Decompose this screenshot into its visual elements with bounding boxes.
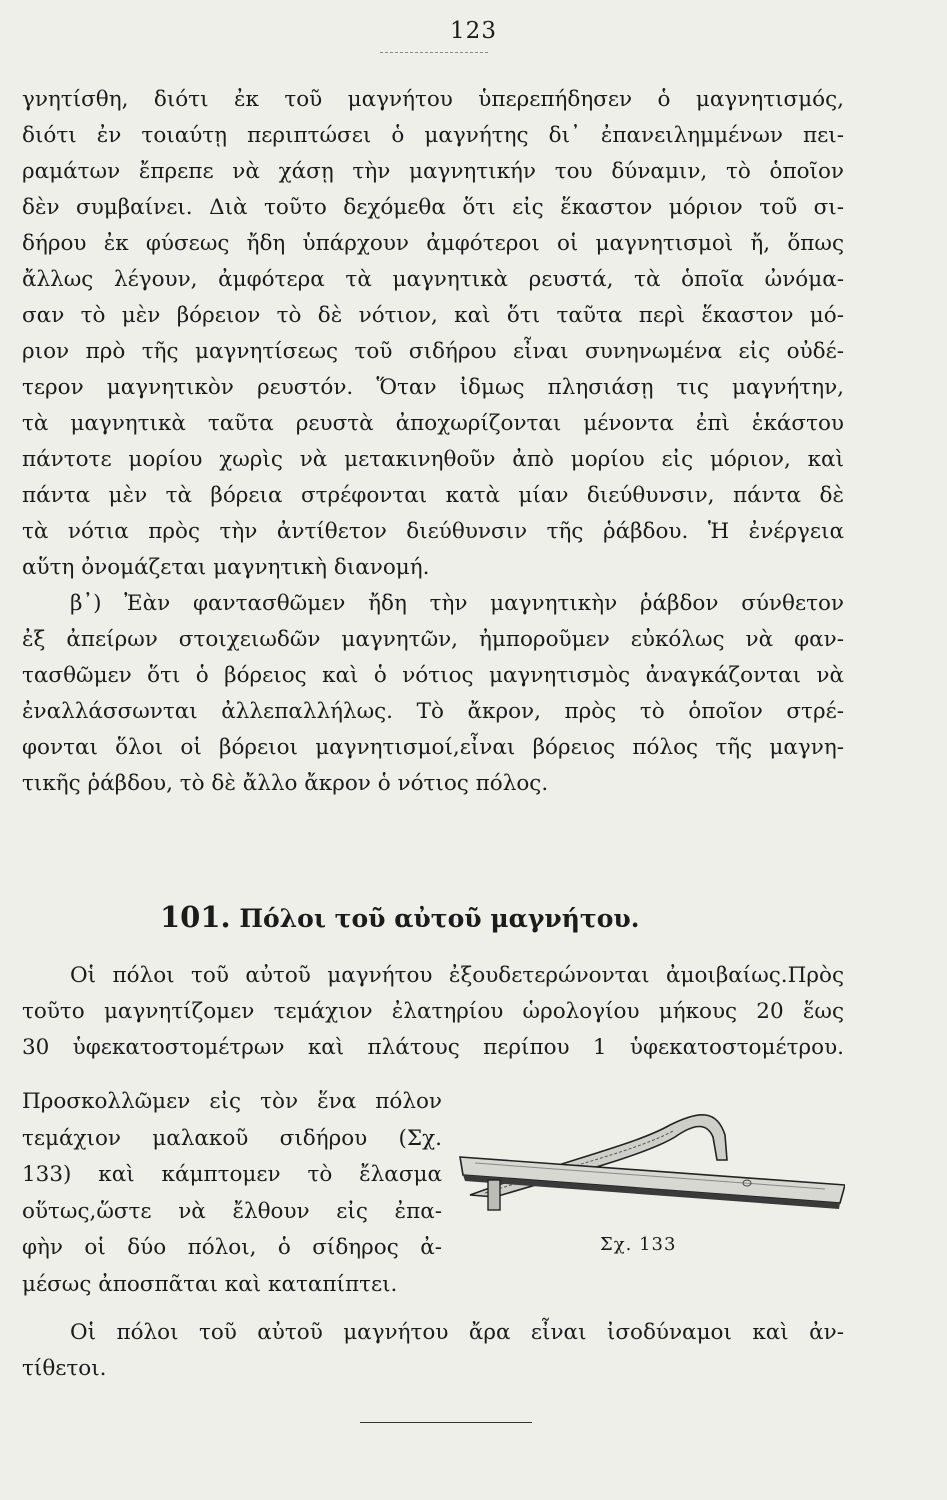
section-heading — [160, 897, 760, 939]
paragraph-1 — [22, 82, 844, 802]
section-title: Πόλοι τοῦ αὐτοῦ μαγνήτου. — [239, 904, 640, 933]
paragraph-2 — [22, 958, 844, 1066]
text-line: 133) καὶ κάμπτομεν τὸ ἔλασμα — [22, 1162, 442, 1187]
text-line: ἐναλλάσσωνται ἀλλεπαλλήλως. Τὸ ἄκρον, πρὸς τὸ ὁποῖον στρέ- — [22, 699, 844, 724]
text-line: διότι ἐν τοιαύτῃ περιπτώσει ὁ μαγνήτης δι᾽ ἐπανειλημμένων πει- — [22, 123, 844, 148]
text-line: τασθῶμεν ὅτι ὁ βόρειος καὶ ὁ νότιος μαγνητισμὸς ἀναγκάζονται νὰ — [22, 663, 844, 688]
bottom-rule — [360, 1422, 532, 1423]
text-line: β᾽) Ἐὰν φαντασθῶμεν ἤδη τὴν μαγνητικὴν ῥάβδον σύνθετον — [70, 591, 844, 616]
text-line: τικῆς ῥάβδου, τὸ δὲ ἄλλο ἄκρον ὁ νότιος πόλος. — [22, 771, 549, 796]
text-line: φὴν οἱ δύο πόλοι, ὁ σίδηρος ἀ- — [22, 1235, 442, 1260]
text-line: Οἱ πόλοι τοῦ αὐτοῦ μαγνήτου ἄρα εἶναι ἰσοδύναμοι καὶ ἀν- — [70, 1320, 844, 1345]
text-line: φονται ὅλοι οἱ βόρειοι μαγνητισμοί,εἶναι βόρειος πόλος τῆς μαγνη- — [22, 735, 844, 760]
text-line: πάντα μὲν τὰ βόρεια στρέφονται κατὰ μίαν διεύθυνσιν, πάντα δὲ — [22, 483, 844, 508]
text-line: γνητίσθη, διότι ἐκ τοῦ μαγνήτου ὑπερεπήδησεν ὁ μαγνητισμός, — [22, 87, 844, 112]
text-line: δήρου ἐκ φύσεως ἤδη ὑπάρχουν ἀμφότεροι οἱ μαγνητισμοὶ ἤ, ὅπως — [22, 231, 844, 256]
text-line: τερον μαγνητικὸν ρευστόν. Ὅταν ἰδμως πλησιάσῃ τις μαγνήτην, — [22, 375, 844, 400]
page-number: 123 — [450, 18, 497, 44]
text-line: σαν τὸ μὲν βόρειον τὸ δὲ νότιον, καὶ ὅτι ταῦτα περὶ ἕκαστον μό- — [22, 303, 844, 328]
top-rule — [380, 52, 488, 53]
text-line: ριον πρὸ τῆς μαγνητίσεως τοῦ σιδήρου εἶναι συνηνωμένα εἰς οὐδέ- — [22, 339, 844, 364]
text-line: Οἱ πόλοι τοῦ αὐτοῦ μαγνήτου ἐξουδετερώνονται ἀμοιβαίως.Πρὸς — [70, 963, 844, 988]
text-line: οὕτως,ὥστε νὰ ἔλθουν εἰς ἐπα- — [22, 1198, 442, 1224]
text-line: τοῦτο μαγνητίζομεν τεμάχιον ἐλατηρίου ὡρολογίου μήκους 20 ἕως — [22, 999, 844, 1024]
wrapped-paragraph — [22, 1084, 442, 1303]
text-line: τὰ νότια πρὸς τὴν ἀντίθετον διεύθυνσιν τῆς ῥάβδου. Ἡ ἐνέργεια — [22, 519, 844, 544]
section-number: 101. — [160, 900, 231, 934]
text-line: τίθετοι. — [22, 1356, 107, 1381]
text-line: μέσως ἀποσπᾶται καὶ καταπίπτει. — [22, 1271, 398, 1297]
text-line: ἄλλως λέγουν, ἀμφότερα τὰ μαγνητικὰ ρευστά, τὰ ὁποῖα ὠνόμα- — [22, 267, 844, 292]
paragraph-3 — [22, 1315, 844, 1387]
text-line: τεμάχιον μαλακοῦ σιδήρου (Σχ. — [22, 1125, 442, 1151]
text-line: ἐξ ἀπείρων στοιχειωδῶν μαγνητῶν, ἠμποροῦμεν εὐκόλως νὰ φαν- — [22, 627, 844, 652]
figure-caption: Σχ. 133 — [600, 1234, 677, 1255]
text-line: δὲν συμβαίνει. Διὰ τοῦτο δεχόμεθα ὅτι εἰς ἕκαστον μόριον τοῦ σι- — [22, 195, 844, 220]
text-line: τὰ μαγνητικὰ ταῦτα ρευστὰ ἀποχωρίζονται μένοντα ἐπὶ ἑκάστου — [22, 411, 844, 436]
text-line: πάντοτε μορίου χωρὶς νὰ μετακινηθοῦν ἀπὸ μορίου εἰς μόριον, καὶ — [22, 447, 844, 472]
text-line: ραμάτων ἔπρεπε νὰ χάσῃ τὴν μαγνητικήν του δύναμιν, τὸ ὁποῖον — [22, 159, 844, 184]
text-line: 30 ὑφεκατοστομέτρων καὶ πλάτους περίπου 1 ὑφεκατοστομέτρου. — [22, 1035, 844, 1060]
text-line: Προσκολλῶμεν εἰς τὸν ἕνα πόλον — [22, 1089, 442, 1114]
text-line: αὕτη ὀνομάζεται μαγνητικὴ διανομή. — [22, 555, 430, 580]
